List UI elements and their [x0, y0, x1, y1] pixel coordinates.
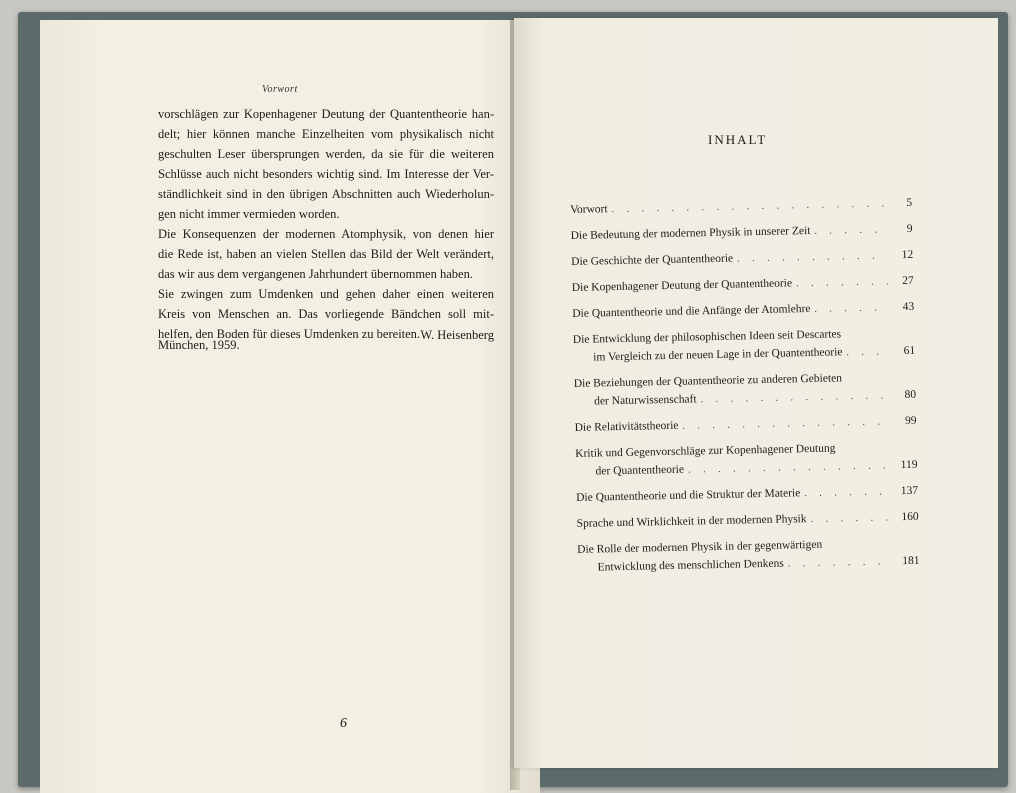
- dot-leader: [810, 224, 886, 237]
- author-signature: W. Heisenberg: [420, 328, 494, 342]
- toc-entry-title: Entwicklung des menschlichen Denkens: [597, 557, 784, 574]
- text-line: vorschlägen zur Kopenhagener Deutung der Quantentheorie han-: [158, 107, 494, 121]
- dot-leader: [678, 416, 890, 431]
- toc-entry-title: Die Bedeutung der modernen Physik in unserer Zeit: [570, 224, 811, 242]
- toc-entry-title: Vorwort: [570, 203, 608, 216]
- toc-entry-title: Kritik und Gegenvorschläge zur Kopenhagener Deutung: [575, 442, 836, 460]
- dot-leader: [697, 390, 891, 405]
- toc-entry: [576, 485, 918, 508]
- text-line: ständlichkeit sind in den übrigen Abschnitten auch Wiederholun-: [158, 187, 494, 201]
- toc-entry: [571, 223, 913, 246]
- toc-entry-title: Die Geschichte der Quantentheorie: [571, 252, 734, 268]
- toc-page-number: 181: [902, 554, 920, 568]
- text-line: Die Konsequenzen der modernen Atomphysik, von denen hier: [158, 227, 494, 241]
- table-of-contents: [570, 197, 920, 588]
- text-line: delt; hier können manche Einzelheiten vom physikalisch nicht: [158, 127, 494, 141]
- toc-page-number: 119: [900, 458, 918, 472]
- toc-page-number: 9: [906, 222, 913, 235]
- toc-entry: [577, 537, 920, 578]
- toc-page-number: 160: [901, 510, 919, 524]
- toc-entry-title: Die Rolle der modernen Physik in der gegenwärtigen: [577, 538, 823, 556]
- dot-leader: [806, 512, 892, 525]
- page-number: 6: [340, 716, 347, 731]
- toc-entry-title: Die Entwicklung der philosophischen Ideen seit Descartes: [572, 328, 842, 346]
- toc-entry-title: Die Quantentheorie und die Anfänge der Atomlehre: [572, 302, 811, 320]
- signoff: [158, 328, 494, 352]
- place-date: München, 1959.: [158, 338, 240, 352]
- dot-leader: [800, 486, 892, 499]
- toc-entry-title: der Naturwissenschaft: [594, 393, 697, 408]
- dot-leader: [842, 346, 889, 358]
- text-line: geschulten Leser übersprungen werden, da sie für die weiteren: [158, 147, 494, 161]
- dot-leader: [733, 250, 887, 264]
- text-line: die Rede ist, haben an vielen Stellen das Bild der Welt verändert,: [158, 247, 494, 261]
- toc-page-number: 99: [904, 414, 917, 428]
- dot-leader: [784, 556, 894, 569]
- text-line: Kreis von Menschen an. Das vorliegende Bändchen soll mit-: [158, 307, 494, 321]
- toc-title: INHALT: [708, 132, 768, 147]
- toc-page-number: 12: [901, 248, 914, 262]
- toc-entry: [575, 441, 918, 482]
- dot-leader: [684, 460, 892, 475]
- toc-entry: [573, 327, 916, 368]
- toc-page-number: 27: [902, 274, 914, 288]
- toc-page-number: 5: [906, 196, 913, 209]
- text-line: helfen, den Boden für dieses Umdenken zu bereiten.: [158, 327, 421, 341]
- running-head: Vorwort: [262, 84, 298, 95]
- toc-entry-title: Die Quantentheorie und die Struktur der Materie: [576, 487, 801, 504]
- toc-entry-title: der Quantentheorie: [595, 463, 685, 478]
- toc-entry: [577, 511, 919, 534]
- toc-entry: [572, 275, 914, 298]
- dot-leader: [792, 276, 888, 289]
- toc-entry: [575, 415, 917, 438]
- toc-entry-title: im Vergleich zu der neuen Lage in der Quantentheorie: [593, 346, 843, 364]
- toc-page-number: 137: [900, 484, 919, 498]
- toc-page-number: 43: [902, 300, 915, 314]
- dot-leader: [810, 302, 888, 315]
- toc-entry: [574, 371, 917, 412]
- toc-entry-title: Die Relativitätstheorie: [574, 419, 679, 434]
- text-line: gen nicht immer vermieden worden.: [158, 207, 340, 221]
- preface-text: [158, 104, 494, 344]
- toc-page-number: 61: [903, 344, 916, 358]
- toc-entry-title: Die Kopenhagener Deutung der Quantentheorie: [571, 277, 793, 294]
- toc-page-number: 80: [904, 388, 917, 402]
- toc-entry-title: Die Beziehungen der Quantentheorie zu anderen Gebieten: [573, 372, 843, 390]
- text-line: Schlüsse auch nicht besonders wichtig sind. Im Interesse der Ver-: [158, 167, 494, 181]
- toc-entry: [572, 301, 914, 324]
- toc-entry-title: Sprache und Wirklichkeit in der modernen Physik: [576, 513, 807, 530]
- text-line: Sie zwingen zum Umdenken und gehen daher einen weiteren: [158, 287, 494, 301]
- text-line: das wir aus dem vergangenen Jahrhundert übernommen haben.: [158, 267, 473, 281]
- toc-entry: [571, 249, 913, 272]
